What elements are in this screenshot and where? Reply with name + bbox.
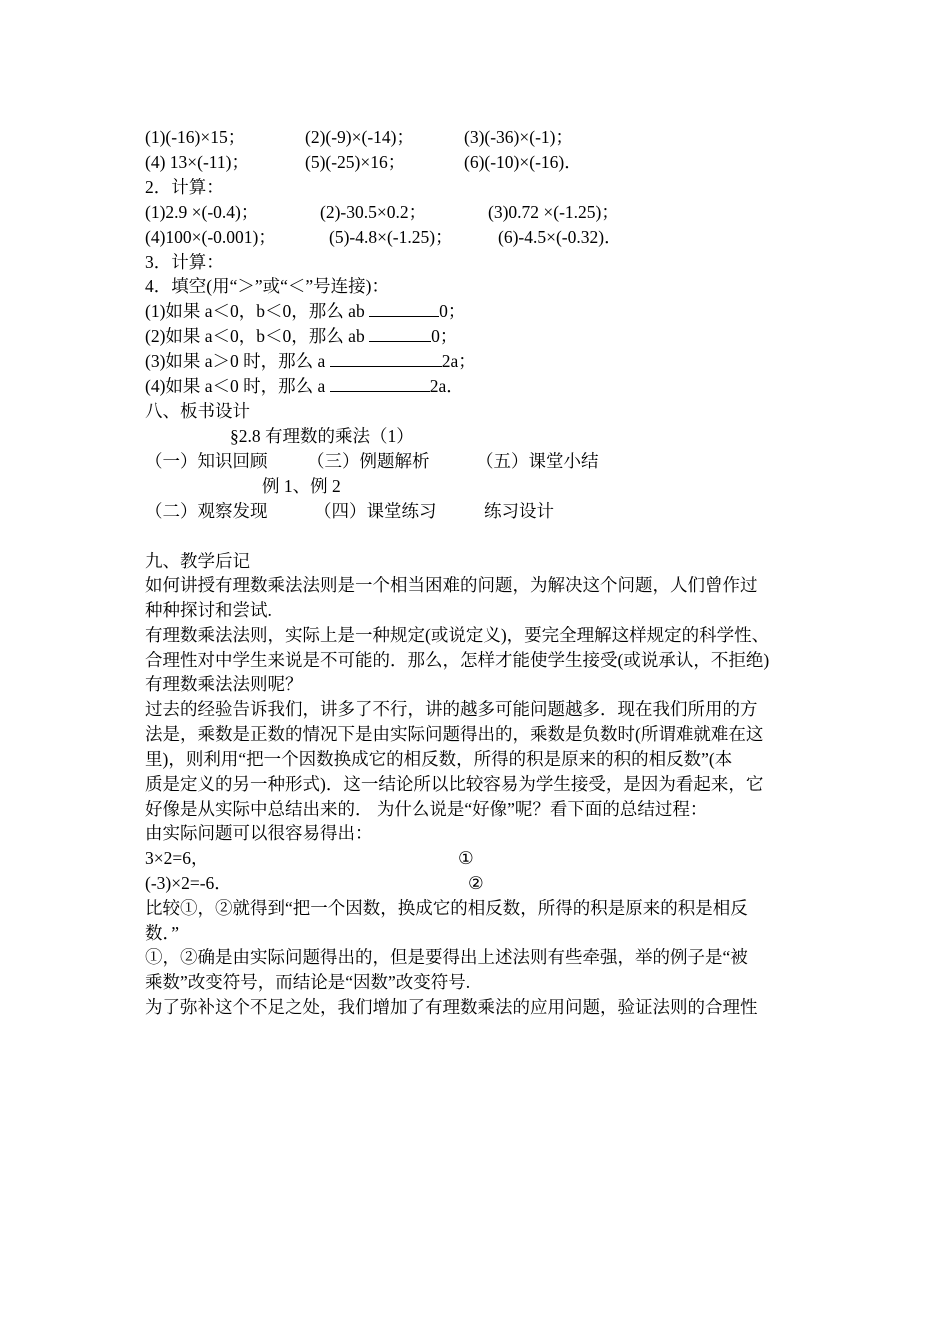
afterword-line-7: 法是，乘数是正数的情况下是由实际问题得出的，乘数是负数时(所谓难就难在这 (145, 724, 764, 744)
ex4-item-2-prefix: (2)如果 a＜0，b＜0，那么 ab (145, 326, 370, 346)
ex4-item-1 (145, 299, 465, 323)
ex4-item-2-suffix: 0； (431, 326, 458, 346)
board-exercise-design: 练习设计 (484, 501, 554, 521)
ex4-item-3 (145, 349, 476, 373)
ex4-item-4-suffix: 2a． (429, 376, 464, 396)
ex4-item-4 (145, 374, 464, 398)
ex2-item-5: (5)-4.8×(-1.25)； (329, 227, 453, 247)
afterword-line-1: 如何讲授有理数乘法法则是一个相当困难的问题，为解决这个问题，人们曾作过 (145, 575, 758, 595)
board-item-2: （二）观察发现 (145, 501, 268, 521)
answer-blank-2[interactable] (369, 325, 431, 342)
afterword-line-5: 有理数乘法法则呢？ (145, 674, 303, 694)
ex4-item-1-prefix: (1)如果 a＜0，b＜0，那么 ab (145, 301, 370, 321)
afterword-line-12: 比较①，②就得到“把一个因数，换成它的相反数，所得的积是原来的积是相反 (145, 898, 748, 918)
board-item-5: （五）课堂小结 (476, 451, 599, 471)
ex1-item-2: (2)(-9)×(-14)； (305, 127, 414, 147)
board-item-1: （一）知识回顾 (145, 451, 268, 471)
ex1-item-3: (3)(-36)×(-1)； (464, 127, 573, 147)
afterword-line-8: 里)，则利用“把一个因数换成它的相反数，所得的积是原来的积的相反数”(本 (145, 749, 733, 769)
ex1-item-1: (1)(-16)×15； (145, 127, 246, 147)
board-title: §2.8 有理数的乘法（1） (230, 426, 414, 446)
ex2-item-6: (6)-4.5×(-0.32)． (498, 227, 622, 247)
equation-1-marker: ① (458, 848, 474, 868)
afterword-heading: 九、教学后记 (145, 551, 250, 571)
ex2-item-1: (1)2.9 ×(-0.4)； (145, 202, 259, 222)
answer-blank-3[interactable] (330, 350, 442, 367)
equation-1: 3×2=6， (145, 848, 209, 868)
ex2-item-4: (4)100×(-0.001)； (145, 227, 276, 247)
equation-2: (-3)×2=-6． (145, 873, 232, 893)
afterword-line-11: 由实际问题可以很容易得出： (145, 823, 373, 843)
afterword-line-16: 为了弥补这个不足之处，我们增加了有理数乘法的应用问题，验证法则的合理性 (145, 997, 758, 1017)
equation-2-marker: ② (468, 873, 484, 893)
ex2-heading: 2．计算： (145, 177, 224, 197)
ex4-item-1-suffix: 0； (439, 301, 466, 321)
afterword-line-3: 有理数乘法法则，实际上是一种规定(或说定义)，要完全理解这样规定的科学性、 (145, 625, 770, 645)
afterword-line-6: 过去的经验告诉我们，讲多了不行，讲的越多可能问题越多．现在我们所用的方 (145, 699, 758, 719)
afterword-line-13: 数．” (145, 923, 180, 943)
afterword-line-4: 合理性对中学生来说是不可能的．那么，怎样才能使学生接受(或说承认，不拒绝) (145, 650, 770, 670)
afterword-line-9: 质是定义的另一种形式)．这一结论所以比较容易为学生接受，是因为看起来，它 (145, 774, 764, 794)
answer-blank-4[interactable] (330, 375, 430, 392)
afterword-line-15: 乘数”改变符号，而结论是“因数”改变符号. (145, 972, 471, 992)
ex4-heading: 4．填空(用“＞”或“＜”号连接)： (145, 276, 389, 296)
ex3-heading: 3．计算： (145, 252, 224, 272)
afterword-line-2: 种种探讨和尝试. (145, 600, 272, 620)
ex4-item-2 (145, 324, 457, 348)
afterword-line-10: 好像是从实际中总结出来的． 为什么说是“好像”呢？看下面的总结过程： (145, 799, 708, 819)
ex4-item-3-prefix: (3)如果 a＞0 时，那么 a (145, 351, 330, 371)
board-item-3: （三）例题解析 (307, 451, 430, 471)
board-item-4: （四）课堂练习 (314, 501, 437, 521)
ex4-item-3-suffix: 2a； (441, 351, 476, 371)
ex1-item-5: (5)(-25)×16； (305, 152, 406, 172)
afterword-line-14: ①，②确是由实际问题得出的，但是要得出上述法则有些牵强，举的例子是“被 (145, 947, 748, 967)
board-heading: 八、板书设计 (145, 401, 250, 421)
ex1-item-4: (4) 13×(-11)； (145, 152, 249, 172)
ex2-item-3: (3)0.72 ×(-1.25)； (488, 202, 619, 222)
board-examples: 例 1、例 2 (262, 476, 341, 496)
answer-blank-1[interactable] (369, 300, 439, 317)
ex1-item-6: (6)(-10)×(-16)． (464, 152, 582, 172)
ex2-item-2: (2)-30.5×0.2； (320, 202, 427, 222)
ex4-item-4-prefix: (4)如果 a＜0 时，那么 a (145, 376, 330, 396)
